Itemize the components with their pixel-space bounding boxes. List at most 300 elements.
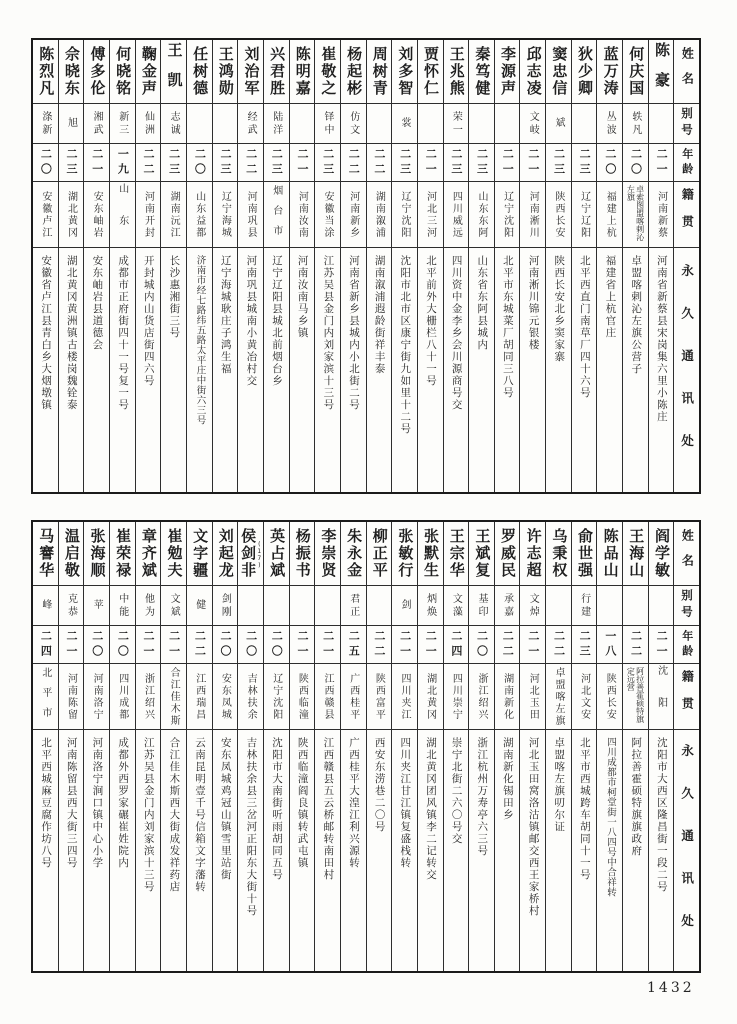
alias-cell (136, 586, 161, 626)
name-cell (469, 522, 494, 586)
origin-cell (367, 182, 392, 248)
person-address: 江苏吴县金门内刘家滨十三号 (322, 255, 335, 411)
name-cell (520, 40, 545, 104)
person-age: 二一 (655, 147, 669, 178)
person-column (468, 40, 494, 492)
person-name: 马謇华 (37, 528, 56, 579)
origin-cell (59, 664, 84, 730)
person-address: 浙江杭州万寿亭六三号 (476, 737, 489, 857)
person-age: 二一 (655, 629, 669, 660)
address-cell (110, 730, 135, 971)
origin-cell (341, 182, 366, 248)
person-alias: 斌 (552, 117, 564, 130)
person-alias: 苹 (91, 599, 103, 612)
name-cell (546, 522, 571, 586)
person-address: 四川资中金李乡会川源商号交 (450, 255, 463, 411)
person-alias: 陆洋 (270, 110, 282, 137)
origin-cell (161, 182, 186, 248)
person-age: 二〇 (39, 147, 53, 178)
registry-table-bottom (31, 520, 701, 973)
address-cell (649, 248, 674, 492)
age-cell (341, 626, 366, 664)
person-age: 二一 (142, 629, 155, 660)
person-name: 陈豪 (652, 41, 671, 102)
person-origin: 四川崇宁 (450, 672, 462, 721)
person-address: 四川成都市柯堂街一八四号中合祥转 (604, 737, 616, 897)
person-origin: 河北文安 (578, 672, 590, 721)
name-cell (546, 40, 571, 104)
name-cell (238, 522, 263, 586)
address-cell (572, 248, 597, 492)
alias-cell (367, 104, 392, 144)
person-column (135, 522, 161, 971)
age-cell (546, 144, 571, 182)
address-cell (187, 730, 212, 971)
age-cell (341, 144, 366, 182)
origin-cell (597, 182, 622, 248)
column-header-address-cell (674, 248, 699, 492)
name-cell (315, 40, 340, 104)
alias-cell (264, 586, 289, 626)
alias-cell (187, 586, 212, 626)
column-header-address-cell (674, 730, 699, 971)
person-column (443, 522, 469, 971)
person-origin: 浙江绍兴 (475, 672, 487, 721)
header-column (673, 40, 699, 492)
person-name: 崔荣禄 (114, 528, 133, 579)
origin-cell (110, 182, 135, 248)
age-cell (392, 626, 417, 664)
person-age: 二三 (321, 147, 335, 178)
person-column (494, 522, 520, 971)
person-origin: 河南淅川 (527, 190, 539, 239)
name-cell (367, 522, 392, 586)
address-cell (469, 248, 494, 492)
address-cell (136, 730, 161, 971)
person-column (263, 522, 289, 971)
person-origin: 福建上杭 (604, 190, 616, 239)
person-age: 二五 (347, 629, 361, 660)
alias-cell (213, 586, 238, 626)
person-name: 王宗华 (447, 528, 466, 579)
address-cell (136, 248, 161, 492)
person-origin: 沈阳 (655, 664, 667, 729)
person-origin: 北平市 (39, 666, 51, 727)
person-address: 江苏吴县金门内刘家滨十三号 (142, 737, 155, 893)
person-age: 二一 (526, 147, 540, 178)
alias-cell (59, 586, 84, 626)
alias-cell (315, 586, 340, 626)
person-alias: 裳 (399, 117, 411, 130)
person-address: 四川夹江甘江镇复盛栈转 (399, 737, 412, 869)
origin-cell (444, 182, 469, 248)
person-column (33, 522, 58, 971)
person-address: 安东岫岩县道德会 (91, 255, 104, 351)
name-cell (623, 522, 648, 586)
age-cell (161, 626, 186, 664)
alias-cell (367, 586, 392, 626)
name-cell (213, 522, 238, 586)
address-cell (264, 248, 289, 492)
person-origin: 江西赣县 (322, 672, 334, 721)
age-cell (649, 144, 674, 182)
origin-cell (161, 664, 186, 730)
address-cell (444, 248, 469, 492)
name-cell (495, 40, 520, 104)
person-address: 北平市东城菜厂胡同三八号 (501, 255, 514, 399)
person-name: 贾怀仁 (422, 46, 441, 97)
person-name: 鞠金声 (139, 46, 158, 97)
person-name: 张默生 (422, 528, 441, 579)
age-cell (290, 626, 315, 664)
person-address: 成都外西罗家碾崔姓院内 (117, 737, 130, 869)
address-cell (623, 248, 648, 492)
age-cell (572, 626, 597, 664)
address-cell (213, 248, 238, 492)
address-cell (341, 248, 366, 492)
column-header-age-cell (674, 144, 699, 182)
person-name: 周树青 (370, 46, 389, 97)
origin-cell (597, 664, 622, 730)
person-address: 河南淅川锦元银楼 (527, 255, 540, 351)
person-address: 崇宁北街二六〇号交 (450, 737, 463, 845)
person-name: 朱永金 (345, 528, 364, 579)
age-cell (238, 144, 263, 182)
person-origin: 山东 (116, 182, 128, 247)
person-alias: 轶凡 (629, 110, 641, 137)
person-name: 王斌复 (473, 528, 492, 579)
origin-cell (495, 182, 520, 248)
alias-cell (444, 586, 469, 626)
address-cell (597, 730, 622, 971)
person-age: 二〇 (244, 629, 258, 660)
address-cell (59, 248, 84, 492)
column-header-alias-cell (674, 104, 699, 144)
person-age: 二三 (167, 147, 181, 178)
alias-cell (572, 586, 597, 626)
person-age: 二三 (475, 147, 489, 178)
address-cell (495, 730, 520, 971)
age-cell (546, 626, 571, 664)
person-name: 兴君胜 (268, 46, 287, 97)
person-column (33, 40, 58, 492)
origin-cell (110, 664, 135, 730)
age-cell (110, 626, 135, 664)
person-column (109, 40, 135, 492)
alias-cell (84, 586, 109, 626)
address-cell (649, 730, 674, 971)
person-column (366, 40, 392, 492)
origin-cell (238, 664, 263, 730)
person-age: 二三 (270, 147, 284, 178)
alias-cell (649, 104, 674, 144)
person-name: 柳正平 (370, 528, 389, 579)
alias-cell (341, 586, 366, 626)
name-cell (161, 522, 186, 586)
alias-cell (290, 104, 315, 144)
age-cell (418, 144, 443, 182)
name-cell (469, 40, 494, 104)
age-cell (238, 626, 263, 664)
address-cell (520, 248, 545, 492)
name-cell (59, 522, 84, 586)
person-age: 二三 (578, 147, 592, 178)
person-origin: 河南新蔡 (655, 190, 667, 239)
person-age: 二二 (142, 147, 155, 178)
origin-cell (213, 182, 238, 248)
name-cell (187, 40, 212, 104)
age-cell (623, 626, 648, 664)
alias-cell (290, 586, 315, 626)
person-age: 二三 (65, 147, 79, 178)
person-address: 卓盟喀剌沁左旗公营子 (630, 255, 643, 375)
person-address: 开封城内山货店街四六号 (142, 255, 155, 387)
alias-cell (33, 586, 58, 626)
person-age: 二三 (552, 147, 566, 178)
name-cell (392, 40, 417, 104)
person-column (340, 522, 366, 971)
person-column (622, 40, 648, 492)
person-column (443, 40, 469, 492)
person-column (237, 40, 263, 492)
person-origin: 安东岫岩 (91, 190, 103, 239)
address-cell (264, 730, 289, 971)
age-cell (597, 626, 622, 664)
name-cell (264, 40, 289, 104)
person-alias: 他为 (142, 592, 154, 619)
alias-cell (264, 104, 289, 144)
person-column (519, 40, 545, 492)
person-age: 二〇 (116, 629, 130, 660)
name-cell (597, 40, 622, 104)
person-name: 张海顺 (88, 528, 107, 579)
person-column (340, 40, 366, 492)
name-cell (110, 522, 135, 586)
age-cell (84, 626, 109, 664)
person-age: 二〇 (270, 629, 284, 660)
person-age: 二一 (526, 629, 540, 660)
person-name: 英占斌 (268, 528, 287, 579)
alias-cell (84, 104, 109, 144)
origin-cell (136, 182, 161, 248)
person-alias: 文焯 (527, 592, 539, 619)
name-cell (572, 522, 597, 586)
column-header-alias: 别号 (680, 107, 695, 140)
column-header-name: 姓名 (680, 46, 695, 97)
origin-cell (469, 182, 494, 248)
person-alias: 承嘉 (501, 592, 513, 619)
address-cell (161, 248, 186, 492)
person-origin: 安东凤城 (219, 672, 231, 721)
person-column (160, 522, 186, 971)
address-cell (290, 248, 315, 492)
person-alias: 荣一 (450, 110, 462, 137)
column-header-age: 年龄 (680, 629, 694, 660)
alias-cell (520, 586, 545, 626)
person-column (622, 522, 648, 971)
person-name: 傅多伦 (88, 46, 107, 97)
person-origin: 陕西临潼 (296, 672, 308, 721)
person-age: 二一 (295, 147, 309, 178)
person-age: 二一 (90, 147, 104, 178)
address-cell (367, 248, 392, 492)
person-origin: 河南汝南 (296, 190, 308, 239)
origin-cell (290, 182, 315, 248)
person-alias: 涤新 (39, 110, 51, 137)
person-name: 李崇贤 (319, 528, 338, 579)
person-age: 二〇 (603, 147, 617, 178)
age-cell (367, 626, 392, 664)
age-cell (623, 144, 648, 182)
person-origin: 湖北黄冈 (65, 190, 77, 239)
person-alias: 君正 (347, 592, 359, 619)
name-cell (84, 40, 109, 104)
person-name: 王凯 (165, 41, 184, 102)
alias-cell (392, 104, 417, 144)
origin-cell (444, 664, 469, 730)
person-age: 二一 (424, 147, 438, 178)
alias-cell (623, 586, 648, 626)
person-column (545, 522, 571, 971)
person-age: 二四 (449, 629, 463, 660)
origin-cell (649, 182, 674, 248)
age-cell (315, 626, 340, 664)
person-address: 辽宁海城耿庄子鸿生福 (219, 255, 232, 375)
person-column (135, 40, 161, 492)
person-age: 二二 (552, 629, 566, 660)
name-cell (33, 40, 58, 104)
alias-cell (444, 104, 469, 144)
person-origin: 浙江绍兴 (142, 672, 154, 721)
person-alias: 文岐 (527, 110, 539, 137)
page-number: 1432 (647, 980, 695, 996)
age-cell (495, 144, 520, 182)
person-age: 二一 (424, 629, 438, 660)
person-column (417, 40, 443, 492)
alias-cell (623, 104, 648, 144)
person-column (160, 40, 186, 492)
person-origin: 山东东阿 (475, 190, 487, 239)
person-name: 文字疆 (191, 528, 210, 579)
person-column (314, 40, 340, 492)
address-cell (187, 248, 212, 492)
person-age: 二〇 (218, 629, 232, 660)
person-address: 吉林扶余县三岔河正阳东大街十号 (245, 737, 258, 917)
age-cell (136, 626, 161, 664)
person-origin: 安徽当涂 (322, 190, 334, 239)
origin-cell (623, 664, 648, 730)
person-address: 陕西长安北乡窦家寨 (553, 255, 566, 363)
person-column (494, 40, 520, 492)
person-origin: 陕西长安 (604, 672, 616, 721)
person-column (571, 522, 597, 971)
column-header-origin-cell (674, 664, 699, 730)
person-name: 许志超 (524, 528, 543, 579)
origin-cell (84, 182, 109, 248)
alias-cell (418, 586, 443, 626)
alias-cell (495, 104, 520, 144)
origin-cell (418, 182, 443, 248)
person-alias: 铎中 (322, 110, 334, 137)
age-cell (161, 144, 186, 182)
person-alias: 旭 (65, 117, 77, 130)
person-age: 二二 (372, 629, 386, 660)
person-name: 何庆国 (627, 46, 646, 97)
person-address: 安徽省卢江县青白乡大烟墩镇 (40, 255, 53, 411)
address-cell (392, 730, 417, 971)
person-alias: 志诚 (168, 110, 180, 137)
address-cell (495, 248, 520, 492)
address-cell (84, 248, 109, 492)
name-cell (238, 40, 263, 104)
column-header-age: 年龄 (680, 147, 694, 178)
person-address: 西安东涝巷二〇号 (373, 737, 386, 833)
person-alias: 仙洲 (142, 110, 154, 137)
person-age: 二三 (218, 147, 232, 178)
name-cell (444, 522, 469, 586)
age-cell (444, 144, 469, 182)
origin-cell (392, 664, 417, 730)
origin-cell (33, 664, 58, 730)
alias-cell (520, 104, 545, 144)
person-column (289, 522, 315, 971)
person-age: 二二 (347, 147, 361, 178)
person-column (366, 522, 392, 971)
person-address: 河南巩县城南小黄冶村交 (245, 255, 258, 387)
name-cell (341, 40, 366, 104)
address-cell (546, 248, 571, 492)
person-alias: 基印 (475, 592, 487, 619)
alias-cell (238, 586, 263, 626)
alias-cell (110, 104, 135, 144)
column-header-origin: 籍贯 (680, 187, 695, 242)
person-column (58, 522, 84, 971)
person-origin: 四川威远 (450, 190, 462, 239)
alias-cell (469, 586, 494, 626)
address-cell (213, 730, 238, 971)
person-name: 王兆熊 (447, 46, 466, 97)
person-address: 河南省新蔡县宋岗集六里小陈庄 (655, 255, 668, 423)
alias-cell (649, 586, 674, 626)
origin-cell (367, 664, 392, 730)
origin-cell (520, 182, 545, 248)
person-column (391, 522, 417, 971)
person-address: 福建省上杭官庄 (604, 255, 617, 339)
address-cell (520, 730, 545, 971)
person-name: 陈烈凡 (37, 46, 56, 97)
origin-cell (187, 182, 212, 248)
person-column (83, 522, 109, 971)
person-age: 二〇 (629, 147, 643, 178)
age-cell (213, 626, 238, 664)
name-cell (187, 522, 212, 586)
person-origin: 陕西长安 (552, 190, 564, 239)
person-column (83, 40, 109, 492)
origin-cell (546, 664, 571, 730)
person-origin: 陕西富平 (373, 672, 385, 721)
person-name-note: (17) (255, 540, 263, 569)
person-address: 河北玉田窝洛沽镇邮交西王家桥村 (527, 737, 540, 917)
person-name: 罗威民 (499, 528, 518, 579)
age-cell (33, 144, 58, 182)
person-age: 二一 (321, 629, 335, 660)
person-address: 辽宁辽阳县城北前烟台乡 (271, 255, 283, 387)
age-cell (33, 626, 58, 664)
name-cell (418, 40, 443, 104)
person-column (109, 522, 135, 971)
address-cell (546, 730, 571, 971)
age-cell (315, 144, 340, 182)
